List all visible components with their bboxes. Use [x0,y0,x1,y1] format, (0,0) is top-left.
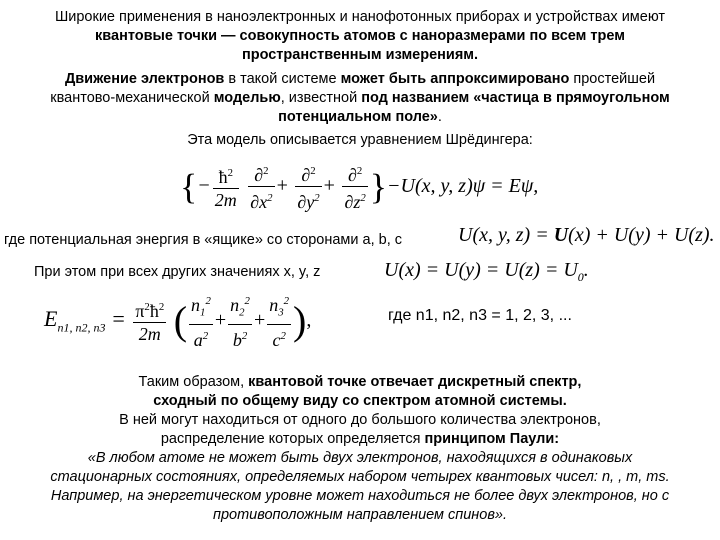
n-values-text: где n1, n2, n3 = 1, 2, 3, ... [388,307,572,324]
conclusion-line-6: стационарных состояниях, определяемых набором четырех квантовых чисел: n, , m, ms. [50,469,670,485]
other-values-text: При этом при всех других значениях x, y, z [34,264,321,280]
potential-zero-formula: $U(x) = U(y) = U(z) = U_0$. [384,259,589,284]
intro-line-4-bold: Движение электронов [64,71,225,87]
intro-line-5-bold2: под названием «частица в прямоугольном [361,90,670,106]
conclusion-line-8: противоположным направлением спинов». [212,507,508,523]
intro-line-2: квантовые точки — совокупность атомов с наноразмерами по всем трем [95,28,625,44]
intro-line-4-bold2: может быть аппроксимировано [340,71,570,87]
intro-line-3: пространственным измерениям. [241,47,479,63]
intro-line-1: Широкие применения в наноэлектронных и нанофотонных приборах и устройствах имеют [54,9,666,25]
intro-line-6 [0,108,720,126]
conclusion-line-4-a: распределение которых определяется [160,431,425,447]
conclusion-line-3: В ней могут находиться от одного до большого количества электронов, [119,412,601,428]
conclusion-line-4-bold: принципом Паули: [424,431,560,447]
intro-line-7: Эта модель описывается уравнением Шрёдингера: [187,132,533,148]
energy-formula: $E_{n1, n2, n3}$ = $\frac{\pi^2ħ^2}{2m}$ ( $\frac{n_1^2}{a^2}$ + $\frac{n_2^2}{b^2}$ + $\frac{n_3^2}{c^2}$ ), [44,290,311,352]
intro-line-5-b: , известной [280,90,362,106]
conclusion-line-1-a: Таким образом, [138,374,249,390]
potential-sum-formula: U(x, y, z) = U(x) + U(y) + U(z). [458,224,715,246]
intro-line-5-bold: моделью [213,90,281,106]
conclusion-line-4 [0,430,720,448]
intro-line-5-a: квантово-механической [50,90,214,106]
conclusion-line-7: Например, на энергетическом уровне может находиться не более двух электронов, но с [50,488,670,504]
conclusion-line-5: «В любом атоме не может быть двух электронов, находящихся в одинаковых [87,450,633,466]
potential-description: где потенциальная энергия в «ящике» со сторонами a, b, c [4,232,403,248]
intro-line-4 [0,70,720,88]
intro-line-5 [0,89,720,107]
intro-line-6-bold: потенциальном поле» [278,109,438,125]
schrodinger-equation: {− $\frac{ħ^2}{2m}$ $\frac{\partial^2}{\partial x^2}$ + $\frac{\partial^2}{\partial y^2}$ + $\frac{\partial^2}{\partial z^2}$ }−U(x, y, z)ψ = Eψ, [180,160,538,218]
conclusion-line-1-bold: квантовой точке отвечает дискретный спектр, [248,374,582,390]
intro-line-4-b: простейшей [569,71,656,87]
conclusion-line-2: сходный по общему виду со спектром атомной системы. [153,393,567,409]
conclusion-line-1 [0,373,720,391]
intro-line-6-end: . [437,109,442,125]
intro-line-4-a: в такой системе [224,71,341,87]
